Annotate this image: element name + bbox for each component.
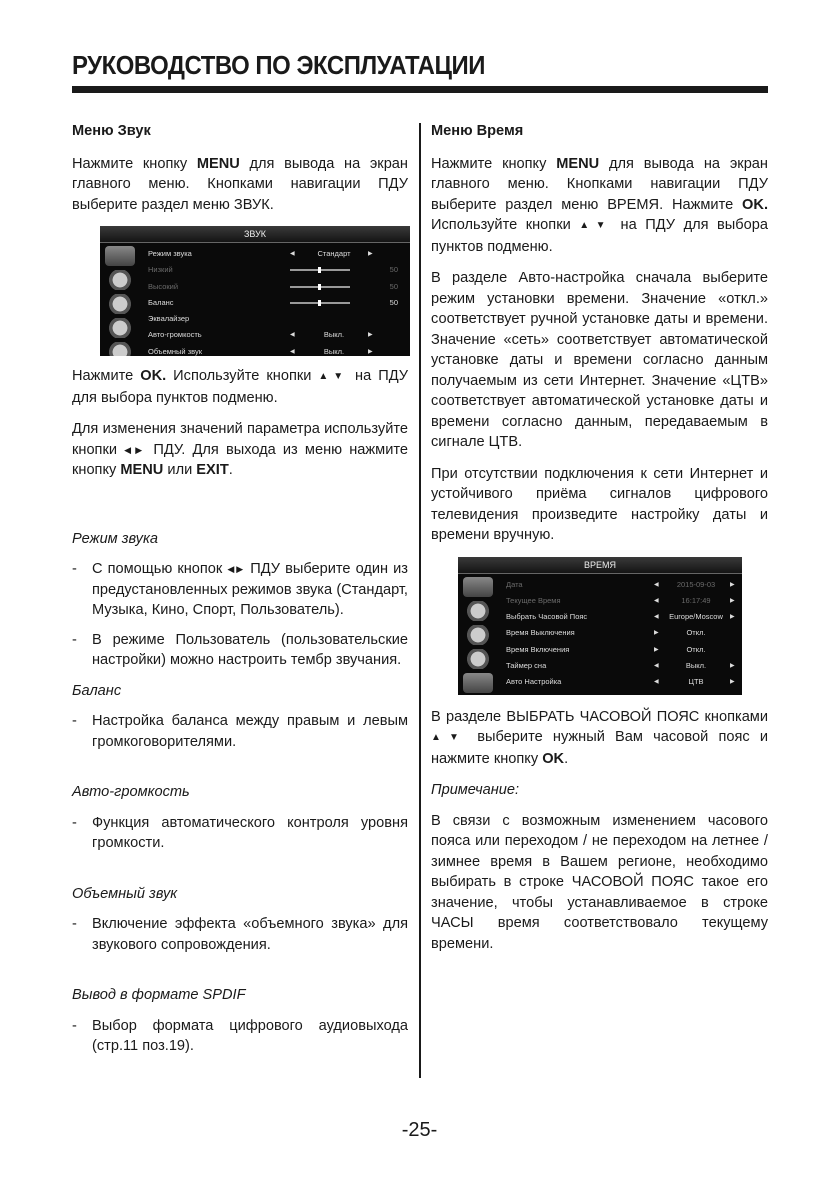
row-value: Откл. — [686, 644, 706, 654]
row-value: Выкл. — [323, 346, 345, 356]
menu-row-current-time[interactable] — [502, 593, 736, 609]
menu-row-date[interactable] — [502, 577, 736, 593]
text: . — [228, 462, 233, 478]
row-label: Время Выключения — [506, 628, 575, 638]
left-arrow-icon: ◀ — [654, 679, 659, 686]
channel-icon — [463, 625, 493, 645]
right-arrow-icon: ▶ — [654, 646, 659, 653]
sound-menu-screen — [100, 226, 410, 356]
right-arrow-icon: ▶ — [730, 679, 735, 686]
text: Нажмите кнопку — [431, 155, 557, 172]
left-arrow-icon: ◀ — [654, 581, 659, 588]
list-item: - Настройка баланса между правым и левым громкоговорителями. — [72, 711, 408, 752]
menu-row-low[interactable] — [144, 262, 404, 278]
row-value: Europe/Moscow — [669, 612, 723, 622]
ok-key: OK — [542, 750, 565, 767]
note-title: Примечание: — [431, 782, 520, 798]
settings-icon — [105, 318, 135, 338]
left-arrow-icon: ◀ — [290, 348, 295, 355]
exit-key: EXIT — [196, 462, 229, 478]
left-arrow-icon: ◀ — [290, 251, 295, 257]
row-label: Баланс — [148, 297, 174, 307]
text: Нажмите — [72, 368, 141, 384]
list-item — [72, 559, 408, 621]
section-spdif: Вывод в формате SPDIF — [72, 987, 246, 1003]
time-menu-screen — [458, 557, 742, 695]
section-auto-volume: Авто-громкость — [72, 784, 190, 800]
row-label: Объемный звук — [148, 346, 202, 356]
sound-mode-list — [72, 559, 408, 671]
text: ПДУ. Для выхода из меню нажмите кнопку — [72, 441, 408, 478]
menu-row-surround[interactable] — [144, 344, 404, 356]
left-arrow-icon: ◀ — [654, 614, 659, 621]
left-arrow-icon: ◀ — [654, 662, 659, 669]
sound-icon — [105, 270, 135, 290]
page-title: РУКОВОДСТВО ПО ЭКСПЛУАТАЦИИ — [72, 50, 485, 80]
column-divider — [419, 123, 421, 1078]
row-value: 50 — [389, 297, 398, 307]
menu-key: MENU — [556, 155, 600, 172]
list-item: - Включение эффекта «объемного звука» для звукового сопровождения. — [72, 914, 408, 955]
text: выберите нужный Вам часовой пояс и нажмите кнопку — [431, 729, 769, 767]
menu-row-auto-setup[interactable] — [502, 674, 736, 690]
slider-knob — [318, 284, 321, 290]
row-label: Эквалайзер — [148, 314, 190, 324]
row-value: Откл. — [686, 628, 706, 638]
text: или — [163, 462, 197, 478]
menu-icons — [458, 575, 498, 695]
list-item: - В режиме Пользователь (пользовательские настройки) можно настроить тембр звучания. — [72, 630, 408, 671]
menu-row-high[interactable] — [144, 279, 404, 295]
sound-menu-title: ЗВУК — [100, 226, 410, 243]
list-item: - Выбор формата цифрового аудиовыхода (стр.11 поз.19). — [72, 1016, 408, 1057]
sound-icon — [463, 601, 493, 621]
sound-change-paragraph — [72, 419, 408, 481]
slider-knob — [318, 267, 321, 273]
time-menu-heading: Меню Время — [431, 123, 524, 139]
up-down-arrows-icon — [579, 217, 612, 233]
menu-row-sleep-timer[interactable] — [502, 658, 736, 674]
sound-ok-paragraph — [72, 366, 408, 408]
text: В разделе ВЫБРАТЬ ЧАСОВОЙ ПОЯС кнопками — [431, 708, 768, 725]
text: ПДУ выберите один из предустановленных режимов звука (Стандарт, Музыка, Кино, Спорт, Пользователь). — [92, 561, 408, 618]
menu-row-on-time[interactable] — [502, 642, 736, 658]
row-label: Авто-громкость — [148, 330, 202, 340]
time-intro — [431, 154, 768, 258]
note-paragraph: В связи с возможным изменением часового пояса или переходом / не переходом на летнее / зимнее время в Вашем регионе, необходимо выбирать в строке ЧАСОВОЙ ПОЯС такое его значение, чтобы устанавливаемое в строке ЧАСЫ время соответствовало текущему времени. — [431, 812, 768, 952]
picture-icon — [105, 246, 135, 266]
text: Используйте кнопки — [431, 217, 580, 233]
menu-row-equalizer[interactable] — [144, 311, 404, 327]
row-label: Дата — [506, 579, 523, 589]
text: на ПДУ для выбора пунктов подменю. — [431, 217, 769, 255]
text: для вывода на экран главного меню. Кнопками навигации ПДУ выберите раздел меню ВРЕМЯ. Нажмите — [431, 155, 768, 213]
manual-setup-paragraph: При отсутствии подключения к сети Интернет и устойчивого приёма сигналов цифрового телевидения произведите настройку даты и времени вручную. — [431, 465, 768, 543]
section-surround: Объемный звук — [72, 885, 178, 902]
text: Нажмите кнопку — [72, 155, 197, 172]
ok-key: OK. — [140, 368, 167, 384]
spdif-list — [72, 1016, 408, 1057]
section-sound-mode: Режим звука — [72, 530, 158, 547]
picture-icon — [463, 577, 493, 597]
row-value: Выкл. — [323, 330, 345, 340]
menu-row-auto-volume[interactable] — [144, 327, 404, 343]
up-down-arrows-icon — [431, 729, 467, 745]
right-arrow-icon: ▶ — [654, 630, 659, 637]
menu-icons — [100, 244, 140, 356]
row-value: 50 — [389, 281, 398, 291]
menu-row-timezone[interactable] — [502, 609, 736, 625]
settings-icon — [463, 649, 493, 669]
row-label: Выбрать Часовой Пояс — [506, 612, 588, 622]
title-rule — [72, 86, 768, 93]
row-label: Низкий — [148, 265, 173, 275]
left-column — [72, 121, 408, 1067]
text: на ПДУ для выбора пунктов подменю. — [72, 368, 409, 406]
row-label: Текущее Время — [506, 595, 561, 605]
right-arrow-icon: ▶ — [730, 662, 735, 669]
right-arrow-icon: ▶ — [368, 332, 373, 339]
left-arrow-icon: ◀ — [654, 597, 659, 604]
time-menu-title: ВРЕМЯ — [458, 557, 742, 574]
left-right-arrows-icon — [227, 561, 245, 577]
row-value: ЦТВ — [688, 677, 704, 687]
menu-key: MENU — [196, 155, 240, 172]
text: . — [564, 750, 569, 767]
clock-icon — [463, 673, 493, 693]
channel-icon — [105, 294, 135, 314]
list-item: - Функция автоматического контроля уровня громкости. — [72, 813, 408, 854]
row-value: Выкл. — [685, 660, 707, 670]
up-down-arrows-icon — [318, 368, 348, 384]
right-arrow-icon: ▶ — [730, 581, 735, 588]
row-value: 50 — [389, 265, 398, 275]
row-label: Режим звука — [148, 249, 192, 258]
surround-list — [72, 914, 408, 955]
slider-knob — [318, 300, 321, 306]
row-value: 16:17:49 — [681, 595, 711, 605]
balance-list — [72, 711, 408, 752]
sound-intro — [72, 154, 408, 216]
right-arrow-icon: ▶ — [368, 251, 373, 257]
text: Для изменения значений параметра используйте кнопки — [72, 421, 408, 458]
auto-volume-list — [72, 813, 408, 854]
auto-setup-paragraph: В разделе Авто-настройка сначала выберите режим установки времени. Значение «откл.» соответствует ручной установке даты и времени. Значение «сеть» соответствует автоматической установке даты и времени согласно данным получаемым из сети Интернет. Значение «ЦТВ» соответствует автоматической установке даты и времени согласно данным, передаваемым в сигнале ЦТВ. — [431, 270, 768, 450]
left-arrow-icon: ◀ — [290, 332, 295, 339]
left-right-arrows-icon — [124, 442, 146, 458]
row-label: Авто Настройка — [506, 677, 562, 687]
row-label: Таймер сна — [506, 660, 547, 670]
timezone-paragraph — [431, 707, 768, 770]
text: С помощью кнопок — [92, 561, 228, 577]
sound-menu-heading: Меню Звук — [72, 123, 151, 139]
text: Используйте кнопки — [166, 368, 319, 384]
menu-key: MENU — [120, 462, 164, 478]
clock-icon — [105, 342, 135, 356]
right-arrow-icon: ▶ — [730, 597, 735, 604]
ok-key: OK. — [742, 196, 768, 213]
text: для вывода на экран главного меню. Кнопками навигации ПДУ выберите раздел меню ЗВУК. — [72, 155, 408, 213]
row-label: Высокий — [148, 281, 179, 291]
menu-row-sound-mode[interactable] — [144, 246, 404, 262]
right-arrow-icon: ▶ — [730, 614, 735, 621]
section-balance: Баланс — [72, 682, 122, 699]
right-arrow-icon: ▶ — [368, 348, 373, 355]
row-value: Стандарт — [317, 249, 351, 258]
page-number: -25- — [401, 1119, 438, 1141]
menu-row-balance[interactable] — [144, 295, 404, 311]
row-value: 2015-09-03 — [676, 579, 716, 589]
menu-row-off-time[interactable] — [502, 625, 736, 641]
row-label: Время Включения — [506, 644, 570, 654]
right-column — [431, 121, 768, 965]
